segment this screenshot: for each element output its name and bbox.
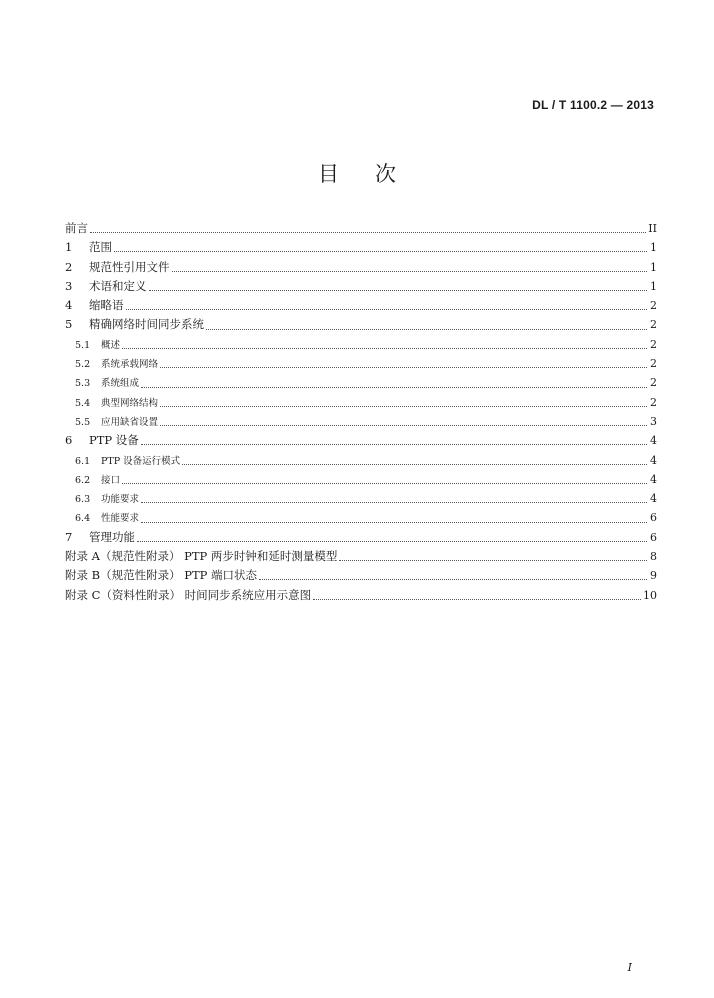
- toc-entry-number: 5.3: [75, 378, 91, 390]
- toc-entry-number: 6.4: [75, 513, 91, 525]
- toc-entry-page: 4: [650, 492, 657, 506]
- toc-entry[interactable]: [65, 470, 657, 489]
- toc-entry-page: 1: [650, 241, 657, 255]
- toc-entry[interactable]: [65, 431, 657, 450]
- toc-entry-label: 附录 A（规范性附录） PTP 两步时钟和延时测量模型: [65, 549, 338, 564]
- toc-entry-number: 6: [65, 433, 73, 448]
- toc-dot-leader: [172, 271, 648, 272]
- toc-entry-page: 3: [650, 414, 657, 428]
- toc-entry-label: PTP 设备: [89, 433, 139, 448]
- toc-entry-page: 8: [650, 550, 657, 564]
- toc-dot-leader: [141, 502, 647, 503]
- toc-dot-leader: [160, 425, 647, 426]
- toc-entry-page: 10: [643, 588, 657, 602]
- toc-entry-number: 5.1: [75, 339, 91, 351]
- table-of-contents: [65, 219, 657, 605]
- toc-entry-label: 精确网络时间同步系统: [89, 317, 204, 332]
- toc-dot-leader: [126, 309, 648, 310]
- toc-entry-number: 1: [65, 240, 73, 255]
- toc-entry-label: PTP 设备运行模式: [101, 455, 181, 467]
- toc-entry-label: 管理功能: [89, 529, 135, 544]
- toc-entry-label: 系统组成: [101, 378, 140, 390]
- toc-dot-leader: [90, 232, 646, 233]
- toc-entry-label: 范围: [89, 240, 112, 255]
- toc-dot-leader: [149, 290, 648, 291]
- page-title: 目次: [318, 162, 432, 186]
- toc-dot-leader: [313, 599, 641, 600]
- toc-entry-label: 前言: [65, 221, 88, 235]
- toc-entry[interactable]: [65, 586, 657, 605]
- toc-entry-label: 接口: [101, 474, 121, 486]
- toc-entry-number: 5.5: [75, 416, 91, 428]
- toc-entry-number: 6.3: [75, 494, 91, 506]
- toc-entry-number: 6.1: [75, 455, 91, 467]
- toc-entry[interactable]: [65, 412, 657, 431]
- toc-dot-leader: [160, 406, 647, 407]
- toc-entry-label: 应用缺省设置: [101, 416, 159, 428]
- toc-dot-leader: [122, 483, 647, 484]
- toc-entry-page: 1: [650, 260, 657, 274]
- toc-entry-label: 术语和定义: [89, 278, 147, 293]
- toc-dot-leader: [141, 522, 647, 523]
- toc-entry-number: 5.2: [75, 359, 91, 371]
- toc-entry-label: 缩略语: [89, 298, 124, 313]
- toc-entry-number: 7: [65, 529, 73, 544]
- toc-dot-leader: [206, 329, 647, 330]
- toc-entry[interactable]: [65, 566, 657, 585]
- toc-dot-leader: [141, 444, 647, 445]
- page-number: I: [627, 961, 632, 974]
- toc-entry-page: 2: [650, 299, 657, 313]
- toc-entry[interactable]: [65, 258, 657, 277]
- toc-entry-page: 2: [650, 318, 657, 332]
- toc-dot-leader: [141, 387, 647, 388]
- toc-entry[interactable]: [65, 373, 657, 392]
- toc-entry-page: 4: [650, 453, 657, 467]
- toc-dot-leader: [114, 251, 647, 252]
- toc-entry[interactable]: [65, 335, 657, 354]
- toc-entry-label: 规范性引用文件: [89, 259, 170, 274]
- toc-entry[interactable]: [65, 489, 657, 508]
- toc-entry-number: 5.4: [75, 397, 91, 409]
- toc-entry-page: 6: [650, 530, 657, 544]
- toc-entry-number: 3: [65, 278, 73, 293]
- toc-entry[interactable]: [65, 528, 657, 547]
- toc-entry-page: 4: [650, 434, 657, 448]
- toc-entry-number: 5: [65, 317, 73, 332]
- toc-entry-label: 附录 C（资料性附录） 时间同步系统应用示意图: [65, 587, 312, 602]
- toc-entry-number: 2: [65, 259, 73, 274]
- toc-dot-leader: [339, 560, 647, 561]
- toc-entry[interactable]: [65, 315, 657, 334]
- toc-entry[interactable]: [65, 451, 657, 470]
- toc-entry[interactable]: [65, 393, 657, 412]
- toc-entry-number: 6.2: [75, 474, 91, 486]
- toc-entry-label: 典型网络结构: [101, 397, 159, 409]
- toc-entry-page: 9: [650, 569, 657, 583]
- toc-entry-page: 2: [650, 357, 657, 371]
- toc-entry[interactable]: [65, 277, 657, 296]
- toc-entry-page: II: [648, 222, 657, 235]
- toc-entry-label: 附录 B（规范性附录） PTP 端口状态: [65, 568, 258, 583]
- toc-dot-leader: [137, 541, 647, 542]
- toc-entry-page: 6: [650, 511, 657, 525]
- toc-dot-leader: [259, 579, 647, 580]
- toc-entry-label: 功能要求: [101, 494, 140, 506]
- toc-entry[interactable]: [65, 547, 657, 566]
- toc-entry-page: 2: [650, 395, 657, 409]
- toc-entry[interactable]: [65, 508, 657, 527]
- toc-dot-leader: [182, 464, 647, 465]
- toc-entry-page: 2: [650, 376, 657, 390]
- toc-entry-label: 概述: [101, 339, 121, 351]
- toc-entry-label: 系统承载网络: [101, 359, 159, 371]
- toc-entry-label: 性能要求: [101, 513, 140, 525]
- toc-dot-leader: [122, 348, 647, 349]
- toc-entry-number: 4: [65, 298, 73, 313]
- toc-entry[interactable]: [65, 354, 657, 373]
- toc-dot-leader: [160, 367, 647, 368]
- toc-entry-page: 4: [650, 472, 657, 486]
- toc-entry[interactable]: [65, 238, 657, 257]
- standard-code: DL / T 1100.2 — 2013: [532, 98, 654, 112]
- toc-entry[interactable]: [65, 219, 657, 238]
- toc-entry[interactable]: [65, 296, 657, 315]
- toc-entry-page: 2: [650, 337, 657, 351]
- toc-entry-page: 1: [650, 279, 657, 293]
